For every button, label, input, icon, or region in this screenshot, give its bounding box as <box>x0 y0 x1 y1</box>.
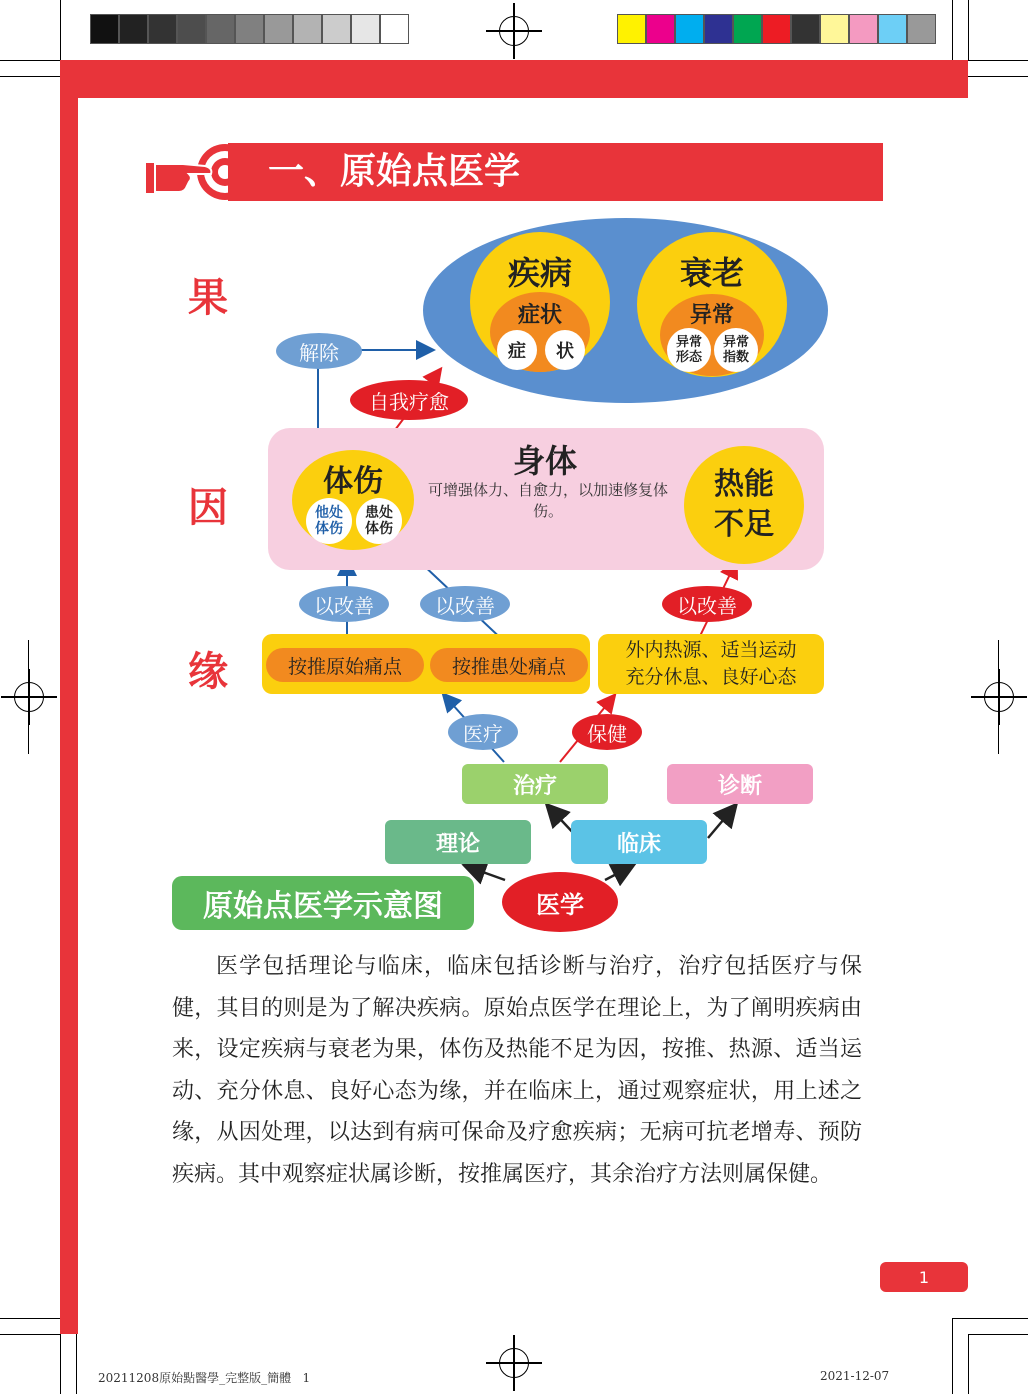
symptom-item: 症 <box>497 330 537 370</box>
registration-mark <box>499 1348 529 1378</box>
section-title: 一、原始点医学 <box>268 151 521 192</box>
self-heal-label: 自我疗愈 <box>350 380 468 420</box>
footer-date: 2021-12-07 <box>820 1369 890 1383</box>
crop-mark <box>952 1318 953 1394</box>
injury-item-affected: 患处 体伤 <box>356 498 402 544</box>
health-care-label: 保健 <box>572 714 642 750</box>
massage-origin-point: 按推原始痛点 <box>266 648 424 682</box>
clinical-box: 临床 <box>571 820 707 864</box>
diagram-caption: 原始点医学示意图 <box>172 876 474 930</box>
arrow-medicine-clinical <box>605 866 632 880</box>
diagnosis-box: 诊断 <box>667 764 813 804</box>
improve-label: 以改善 <box>420 586 510 622</box>
page-number: 1 <box>880 1262 968 1292</box>
improve-label: 以改善 <box>299 586 389 622</box>
body-title: 身体 <box>512 442 577 480</box>
side-label-cause: 因 <box>188 485 228 531</box>
crop-mark <box>0 1334 60 1335</box>
relieve-label: 解除 <box>276 333 362 369</box>
body-paragraph-container <box>172 946 862 1195</box>
footer-filename: 20211208原始點醫學_完整版_簡體 1 <box>98 1371 311 1385</box>
care-box: 外内热源、适当运动 充分休息、良好心态 <box>598 634 824 694</box>
crop-mark <box>968 1334 1028 1335</box>
side-label-condition: 缘 <box>188 649 228 695</box>
side-label-result: 果 <box>188 275 228 321</box>
disease-title: 疾病 <box>507 254 572 292</box>
crop-mark <box>968 1334 969 1394</box>
abnormal-title: 异常 <box>689 303 734 328</box>
arrow-clinical-diagnosis <box>708 806 735 838</box>
medicine-oval: 医学 <box>502 872 618 932</box>
symptom-title: 症状 <box>517 303 562 328</box>
abnormal-item: 异常 形态 <box>667 328 711 372</box>
crop-mark <box>60 1334 61 1394</box>
heat-deficit-circle: 热能 不足 <box>684 446 804 564</box>
improve-label: 以改善 <box>662 586 752 622</box>
crop-mark <box>952 1318 1028 1319</box>
symptom-item: 状 <box>545 330 585 370</box>
theory-box: 理论 <box>385 820 531 864</box>
injury-title: 体伤 <box>323 464 383 499</box>
injury-item-other: 他处 体伤 <box>306 498 352 544</box>
arrow-medicine-theory <box>466 866 505 880</box>
body-paragraph: 医学包括理论与临床，临床包括诊断与治疗，治疗包括医疗与保健，其目的则是为了解决疾病。原始点医学在理论上，为了阐明疾病由来，设定疾病与衰老为果，体伤及热能不足为因，按推、热源、适当运动、充分休息、良好心态为缘，并在临床上，通过观察症状，用上述之缘，从因处理，以达到有病可保命及疗愈疾病；无病可抗老增寿、预防疾病。其中观察症状属诊断，按推属医疗，其余治疗方法则属保健。 <box>172 954 862 1187</box>
massage-affected-point: 按推患处痛点 <box>430 648 588 682</box>
abnormal-item: 异常 指数 <box>714 328 758 372</box>
body-description: 可增强体力、自愈力，以加速修复体伤。 <box>428 481 669 520</box>
medical-care-label: 医疗 <box>448 714 518 750</box>
treatment-box: 治疗 <box>462 764 608 804</box>
aging-title: 衰老 <box>679 254 744 292</box>
